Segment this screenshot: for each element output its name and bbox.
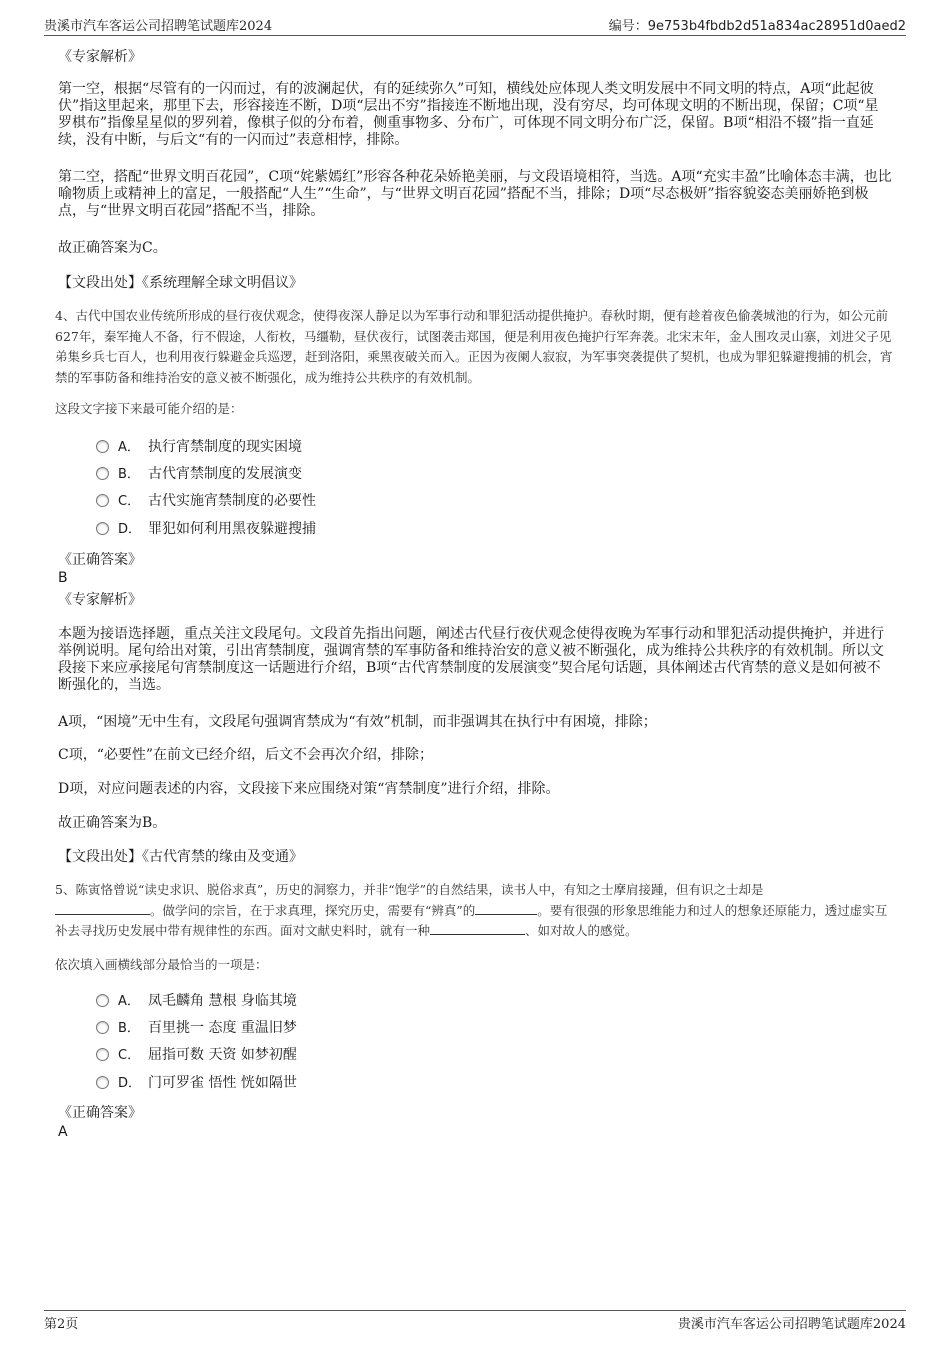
option-text: 古代实施宵禁制度的必要性 [148,493,316,509]
radio-icon[interactable] [96,467,109,480]
header-divider [44,35,906,36]
option-label: D． [118,522,142,537]
option-label: A． [118,440,140,455]
q5-prompt: 依次填入画横线部分最恰当的一项是： [55,957,268,972]
q4-analysis-label: 《专家解析》 [58,592,142,608]
q5-option-c[interactable] [96,1045,297,1065]
radio-icon[interactable] [96,1076,109,1089]
q5-option-d[interactable] [96,1073,297,1093]
q4-question-text: 4、古代中国农业传统所形成的昼行夜伏观念，使得夜深人静足以为军事行动和罪犯活动提供掩护。春秋时期，便有趁着夜色偷袭城池的行为，如公元前627年，秦军掩人不备，行不假途，人衔枚，马缰勒，昼伏夜行，试图袭击郑国，便是利用夜色掩护行军奔袭。北宋末年，金人围攻灵山寨，刘进父子见弟集乡兵七百人，也利用夜行躲避金兵巡逻，赶到洛阳，乘黑夜破关而入。正因为夜阑人寂寂，为军事突袭提供了契机，也成为罪犯躲避搜捕的机会，宵禁的军事防备和维持治安的意义被不断强化，成为维持公共秩序的有效机制。 [55,308,893,385]
option-label: C． [118,494,141,509]
option-label: B． [118,467,140,482]
q5-answer-label: 《正确答案》 [58,1105,142,1121]
option-text: 屈指可数 天资 如梦初醒 [148,1047,297,1063]
option-label: A． [118,994,140,1009]
q4-conclusion: 故正确答案为B。 [58,815,167,831]
q4-answer-label: 《正确答案》 [58,552,142,568]
q5-blank-2[interactable] [475,902,537,915]
radio-icon[interactable] [96,522,109,535]
page-number: 第2页 [44,1317,79,1332]
header-title: 贵溪市汽车客运公司招聘笔试题库2024 [44,19,273,34]
q4-option-a[interactable] [96,437,302,457]
option-text: 罪犯如何利用黑夜躲避搜捕 [148,521,316,537]
q5-option-a[interactable] [96,991,297,1011]
q4-option-c[interactable] [96,491,316,511]
radio-icon[interactable] [96,1021,109,1034]
radio-icon[interactable] [96,994,109,1007]
q3-analysis-label: 《专家解析》 [58,49,142,65]
q3-conclusion: 故正确答案为C。 [58,240,167,256]
q4-analysis-paragraph-2: A项，“困境”无中生有，文段尾句强调宵禁成为“有效”机制，而非强调其在执行中有困境，排除； [58,714,657,730]
q3-analysis-paragraph-2: 第二空，搭配“世界文明百花园”，C项“姹紫嫣红”形容各种花朵娇艳美丽，与文段语境相符，当选。A项“充实丰盈”比喻体态丰满，也比喻物质上或精神上的富足，一般搭配“人生”“生命”，与“世界文明百花园”搭配不当，排除；D项“尽态极妍”指容貌姿态美丽娇艳到极点，与“世界文明百花园”搭配不当，排除。 [58,169,892,219]
option-text: 凤毛麟角 慧根 身临其境 [148,993,297,1009]
q4-analysis-paragraph-3: C项，“必要性”在前文已经介绍，后文不会再次介绍，排除； [58,747,434,763]
q3-analysis-paragraph-1: 第一空，根据“尽管有的一闪而过，有的波澜起伏，有的延续弥久”可知，横线处应体现人类文明发展中不同文明的特点，A项“此起彼伏”指这里起来，那里下去，形容接连不断，D项“层出不穷”指接连不断地出现，没有穷尽，均可体现文明的不断出现，保留；C项“星罗棋布”指像星星似的罗列着，像棋子似的分布着，侧重事物多、分布广，可体现不同文明分布广泛，保留。B项“相沿不辍”指一直延续，没有中断，与后文“有的一闪而过”表意相悖，排除。 [58,81,879,148]
option-label: C． [118,1048,141,1063]
q4-analysis-paragraph-1: 本题为接语选择题，重点关注文段尾句。文段首先指出问题，阐述古代昼行夜伏观念使得夜晚为军事行动和罪犯活动提供掩护，并进行举例说明。尾句给出对策，引出宵禁制度，强调宵禁的军事防备和维持治安的意义被不断强化，成为维持公共秩序的有效机制。所以文段接下来应承接尾句宵禁制度这一话题进行介绍，B项“古代宵禁制度的发展演变”契合尾句话题，具体阐述古代宵禁的意义是如何被不断强化的，当选。 [58,626,884,693]
document-code-value: 9e753b4fbdb2d51a834ac28951d0aed2 [647,19,906,34]
option-text: 古代宵禁制度的发展演变 [148,466,302,482]
footer-divider [44,1310,906,1311]
q4-option-d[interactable] [96,519,316,539]
q5-text-part-1: 5、陈寅恪曾说“读史求识、脱俗求真”，历史的洞察力，并非“饱学”的自然结果，读书人中，有知之士摩肩接踵，但有识之士却是 [55,882,764,897]
q5-answer: A [58,1124,68,1140]
option-label: B． [118,1021,140,1036]
q5-text-part-3: 。要有很强的形象思维能力和过人的想象还原能力，透过虚实互补去寻找历史发展中带有规律性的东西。面对文献史料时，就有一种 [55,902,888,938]
document-code [609,15,906,34]
q4-answer: B [58,570,68,586]
radio-icon[interactable] [96,1048,109,1061]
q5-text-part-2: 。做学问的宗旨，在于求真理，探究历史，需要有“辨真”的 [150,902,476,918]
option-label: D． [118,1076,142,1091]
q5-blank-3[interactable] [430,922,525,935]
q4-prompt: 这段文字接下来最可能介绍的是： [55,401,243,416]
option-text: 门可罗雀 悟性 恍如隔世 [148,1075,297,1091]
q5-text-part-4: 、如对故人的感觉。 [525,923,638,938]
q5-blank-1[interactable] [55,902,150,915]
q5-question-text [55,880,895,942]
q4-option-b[interactable] [96,464,302,484]
q5-option-b[interactable] [96,1018,297,1038]
option-text: 百里挑一 态度 重温旧梦 [148,1020,297,1036]
option-text: 执行宵禁制度的现实困境 [148,439,302,455]
q4-analysis-paragraph-4: D项，对应问题表述的内容，文段接下来应围绕对策“宵禁制度”进行介绍，排除。 [58,781,560,797]
radio-icon[interactable] [96,494,109,507]
radio-icon[interactable] [96,440,109,453]
q4-source: 【文段出处】《古代宵禁的缘由及变通》 [58,849,303,865]
q3-source: 【文段出处】《系统理解全球文明倡议》 [58,275,303,291]
footer-title: 贵溪市汽车客运公司招聘笔试题库2024 [677,1317,906,1332]
document-code-label: 编号： [608,19,648,34]
